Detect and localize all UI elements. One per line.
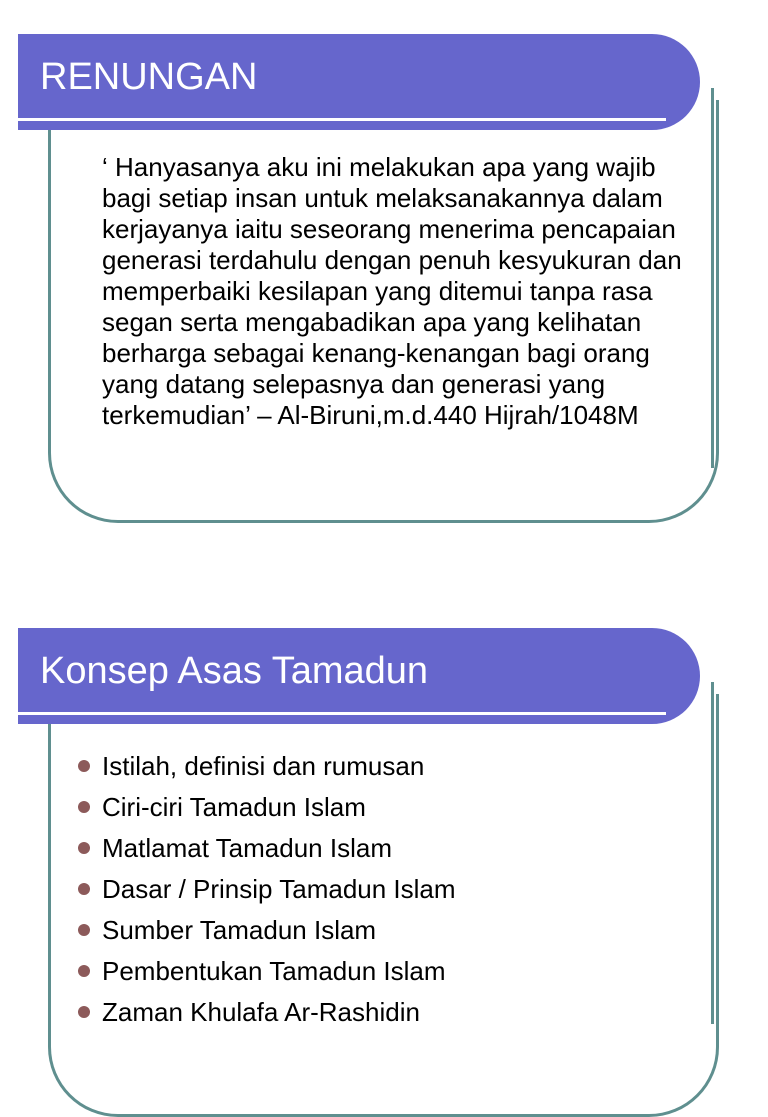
quote-text: ‘ Hanyasanya aku ini melakukan apa yang wajib bagi setiap insan untuk melaksanakannya dalam kerjayanya iaitu seseorang menerima pencapaian generasi terdahulu dengan penuh kesyukuran dan memperbaiki kesilapan yang ditemui tanpa rasa segan serta mengabadikan apa yang kelihatan berharga sebagai kenang-kenangan bagi orang yang datang selepasnya dan generasi yang terkemudian’ – Al-Biruni,m.d.440 Hijrah/1048M [102, 152, 682, 430]
header-underline [18, 118, 666, 121]
list-item-text: Dasar / Prinsip Tamadun Islam [102, 874, 456, 904]
slide-renungan [0, 0, 768, 540]
list-item [78, 910, 456, 951]
bullet-dot-icon [78, 883, 90, 895]
slide-title: Konsep Asas Tamadun [40, 650, 429, 692]
list-item-text: Pembentukan Tamadun Islam [102, 956, 446, 986]
list-item-text: Zaman Khulafa Ar-Rashidin [102, 997, 420, 1027]
list-item [78, 828, 456, 869]
bullet-dot-icon [78, 842, 90, 854]
header-underline [18, 712, 666, 715]
bullet-dot-icon [78, 760, 90, 772]
bullet-dot-icon [78, 801, 90, 813]
list-item [78, 992, 456, 1033]
list-item [78, 869, 456, 910]
list-item [78, 951, 456, 992]
bullet-dot-icon [78, 924, 90, 936]
list-item [78, 746, 456, 787]
slide-title: RENUNGAN [40, 56, 258, 98]
bullet-dot-icon [78, 1006, 90, 1018]
slide-konsep-asas-tamadun [0, 594, 768, 1027]
list-item-text: Ciri-ciri Tamadun Islam [102, 792, 366, 822]
list-item-text: Sumber Tamadun Islam [102, 915, 377, 945]
bullet-dot-icon [78, 965, 90, 977]
list-item [78, 787, 456, 828]
list-item-text: Istilah, definisi dan rumusan [102, 751, 425, 781]
bullet-list [78, 746, 456, 1033]
list-item-text: Matlamat Tamadun Islam [102, 833, 392, 863]
